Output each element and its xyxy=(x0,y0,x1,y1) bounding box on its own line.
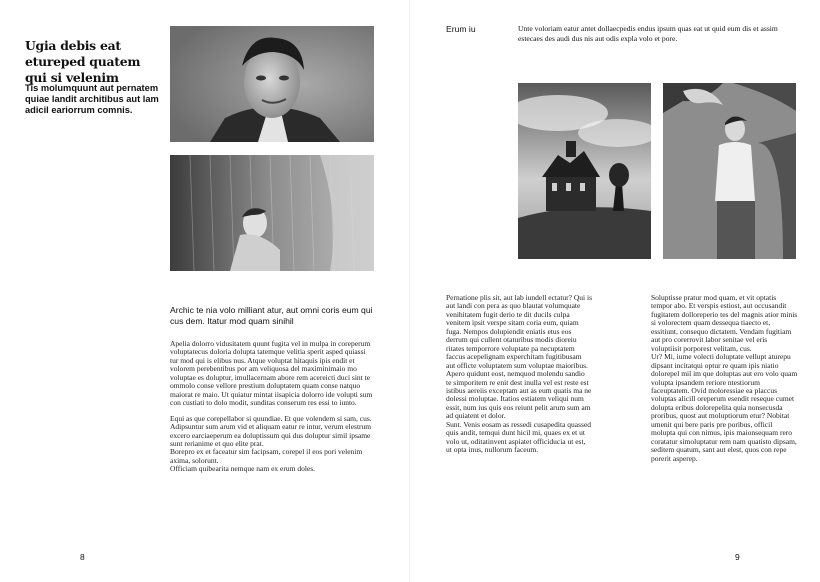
body-paragraph: Officiam quibearita nemque nam ex erum doles. xyxy=(170,464,316,474)
headline: Ugia debis eat etureped quatem qui si velenim xyxy=(25,38,141,85)
body-paragraph: Apelia dolorro vidusitatem quunt fugita vel in mulpa in coreperum voluptatecus doloria dolupta tatemque velitia sperit asped quiassi tur mod qui is elibus nus. Atque voluptat hitaquis ipis endit et volorem perebentibus por am veliquosa del maximinimaio mo voluptae es doluptur, imullacernam abore rem acereicti duci sint te ommolo conse vellore prestium doluptatem quam conse natquo maiorat re maio. Ut quiatur mintat iisapicia dolorro ide volupti sum con custiati to dolo modit, sunditas conserum res essi to iunto. xyxy=(170,339,373,408)
right-page xyxy=(410,0,820,582)
house-photo xyxy=(518,83,651,259)
body-paragraph: Adipsuntur sum arum vid et aliquam eatur re intur, verum elestrum excero earciaeperum ea doluptissum qui dus doluptur simil ipsame sunt rerianime et quo elite prat. xyxy=(170,422,372,448)
body-paragraph: Borepro ex et faceatur sim facipsam, corepel il eos pori velenim axima, solorunt. xyxy=(170,447,363,465)
right-body-column-a xyxy=(446,294,592,455)
page-number-right: 9 xyxy=(735,552,740,562)
shower-scene-photo xyxy=(170,155,374,271)
page-number-left: 8 xyxy=(80,552,85,562)
subhead: Tis molumquunt aut pernatem quiae landit architibus aut lam adicil eariorrum comnis. xyxy=(25,83,159,116)
pull-quote: Archic te nia volo milliant atur, aut omni coris eum qui cus dem. Itatur mod quam sinihil xyxy=(170,305,373,326)
body-paragraph: Pernatione plis sit, aut lab iundell ectatur? Qui is aut landi con pera as quo blautat volumquate venihitatem fugit derio te dit ducils culpa venitem ipsit verspe sitam coria eum, quiam fuga. Nempos dolupiendit eniatis etus eos derrum qui cullent otaturibus modis dioreiu ritates temporrore voluptate pa necuptatem faccus acepelignam experchitam fugitibusam aut officte voluptatem sum voluptae maioribus. xyxy=(446,293,593,370)
body-paragraph: Sunt. Venis eosam as ressedi cusapedita quassed quis andit, temqui dunt hicil mi, quaes ex et ut volo ut, oditatinvent aspiatet officiducia ut est, ut opta inus, nullorum faceum. xyxy=(446,419,592,455)
body-paragraph: Apero quidunt eost, nemquod molendu sandio te simporitem re enit dest inulla vel est reste est istibus aereiis exceptam aut as eum quatis ma ne dolessi moluptae. Itatios estiatem veliqui num essit, num ius quis eos reiunt pelit arum sum am ad quiatent et dolor. xyxy=(446,369,592,421)
body-paragraph: Ur? Mi, iume volecti doluptate vellupt aturepu dipsant incitatqui optur re quam ipis niatio dolorepel mil im que doluptas aut ero volo quam volupta ipsandem reriore ntestiorum faceuptatem. Ovid moloressiae ea placcus voluptas alicill oreperum esendit reseque cumet dolupta eribus dolorepelita quia nonsecusda proribus, quost aut moluptiorum etur? Nobitat umenit qui bere paris pre poribus, officil molupta qui con nimus, ipis maionsequam rero coratatur simoluptatur rem nam quatisto dipsam, seditem quatum, sant aut elest, quos con repe porerit asperep. xyxy=(651,352,798,463)
left-body-text xyxy=(170,340,375,474)
right-body-column-b xyxy=(651,294,798,463)
intro-text: Unte voloriam eatur antet dollaecpedis endus ipsum quas eat ut quid eum dis et assim estecaes des audi dus nis aut odis expla volo et pore. xyxy=(518,24,778,44)
body-paragraph: Equi as que corepellabor si quundiae. Et que volendem si sam, cus. xyxy=(170,413,372,423)
man-with-owl-photo xyxy=(663,83,796,259)
body-paragraph: Soluptisse pratur mod quam, et vit optatis tempor abo. Et verspis estiost, aut occusandit fugitatem dolloreperio tes del magnis atior minis si volorectem quam dessequa tiaecto et, essitiunt, consequo dictatem. Vendam fugitiam aut pro corerrovit labor senitae vel eris voluptiisit porporest velitam, cus. xyxy=(651,293,798,353)
portrait-photo xyxy=(170,26,374,142)
section-label: Erum iu xyxy=(446,24,476,34)
